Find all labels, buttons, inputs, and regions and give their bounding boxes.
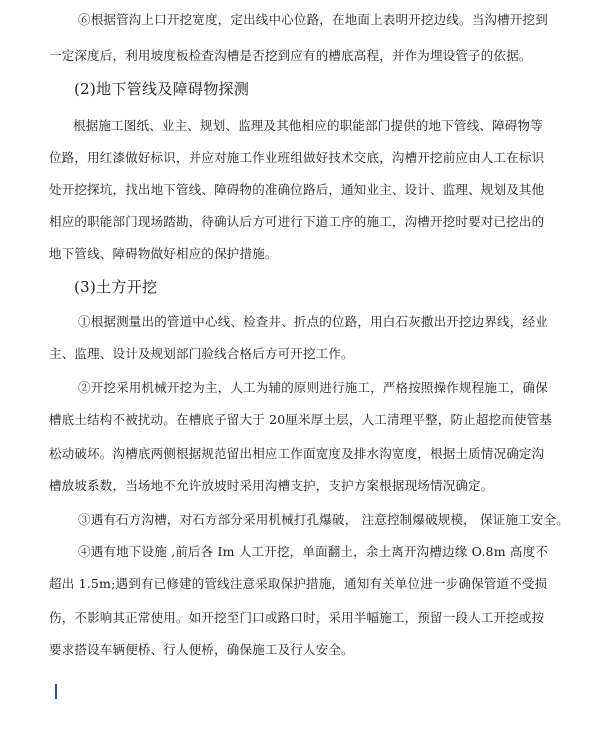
paragraph-line: 要求搭设车辆便桥、行人便桥，确保施工及行人安全。 bbox=[49, 642, 354, 657]
paragraph-line: 处开挖探坑，找出地下管线、障碍物的准确位路后，通知业主、设计、监理、规划及其他 bbox=[49, 182, 545, 197]
paragraph-line: 一定深度后，利用坡度板检查沟槽是否挖到应有的槽底高程，并作为埋设管子的依据。 bbox=[49, 48, 532, 63]
paragraph-line: ③遇有石方沟槽，对石方部分采用机械打孔爆破， 注意控制爆破规模， 保证施工安全。 bbox=[78, 512, 569, 527]
paragraph-line: 槽放坡系数，当场地不允许放坡时采用沟槽支护，支护方案根据现场情况确定。 bbox=[49, 478, 494, 493]
paragraph-line: 超出 1.5m;遇到有已修建的管线注意采取保护措施，通知有关单位进一步确保管道不受损 bbox=[49, 576, 548, 591]
paragraph-line: 地下管线、障碍物做好相应的保护措施。 bbox=[49, 246, 278, 261]
paragraph-line: 伤，不影响其正常使用。如开挖至门口或路口时，采用半幅施工，预留一段人工开挖或按 bbox=[49, 610, 545, 625]
paragraph-line: ④遇有地下设施 ,前后各 Im 人工开挖，单面翻土，余土离开沟槽边缘 O.8m 高度不 bbox=[78, 544, 549, 559]
paragraph-line: 松动破坏。沟槽底两侧根据规范留出相应工作面宽度及排水沟宽度，根据土质情况确定沟 bbox=[49, 446, 545, 461]
text-cursor bbox=[55, 684, 57, 699]
paragraph-line: 位路，用红漆做好标识，并应对施工作业班组做好技术交底，沟槽开挖前应由人工在标识 bbox=[49, 150, 545, 165]
paragraph-line: 主、监理、设计及规划部门验线合格后方可开挖工作。 bbox=[49, 346, 354, 361]
paragraph-line: 相应的职能部门现场踏勘，待确认后方可进行下道工序的施工，沟槽开挖时要对已挖出的 bbox=[49, 214, 545, 229]
section-heading: (2)地下管线及障碍物探测 bbox=[74, 80, 250, 98]
paragraph-line: ⑥根据管沟上口开挖宽度，定出线中心位路，在地面上表明开挖边线。当沟槽开挖到 bbox=[78, 12, 548, 27]
paragraph-line: ②开挖采用机械开挖为主，人工为辅的原则进行施工，严格按照操作规程施工，确保 bbox=[78, 380, 548, 395]
paragraph-line: 槽底土结构不被扰动。在槽底子留大于 20厘米厚土层，人工清理平整，防止超挖而使管基 bbox=[49, 412, 553, 427]
section-heading: (3)土方开挖 bbox=[74, 278, 158, 296]
paragraph-line: 根据施工图纸、业主、规划、监理及其他相应的职能部门提供的地下管线、障碍物等 bbox=[73, 118, 543, 133]
paragraph-line: ①根据测量出的管道中心线、检查井、折点的位路，用白石灰撒出开挖边界线，经业 bbox=[78, 314, 548, 329]
